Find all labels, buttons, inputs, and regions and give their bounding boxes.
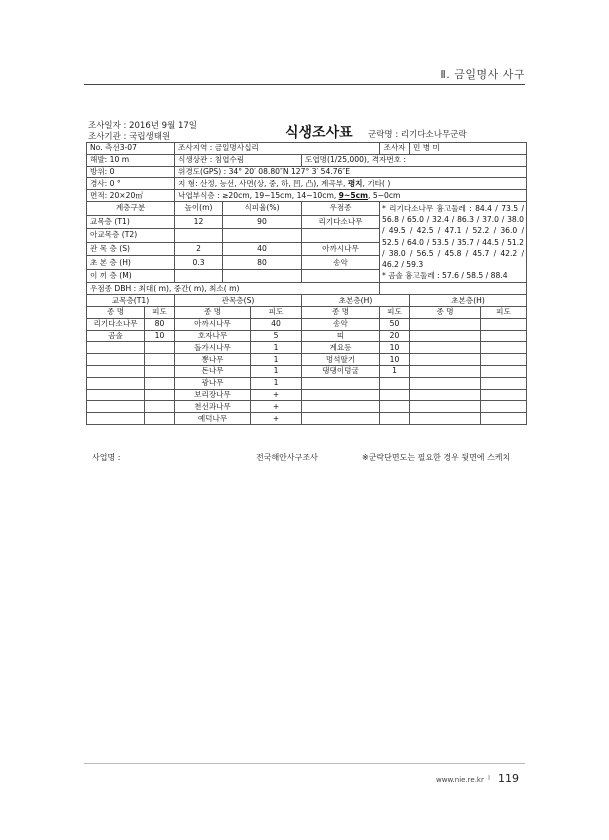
species-row: [87, 330, 527, 342]
species-cover: 40: [251, 318, 302, 330]
survey-number: No. 측선3-07: [87, 143, 175, 155]
species-row: [87, 413, 527, 425]
footer-rule: [84, 763, 525, 764]
species-name: [302, 401, 380, 413]
species-name: [302, 413, 380, 425]
layer-header: 계층구분: [87, 201, 175, 215]
species-cover: [145, 342, 175, 354]
litter-layer: 낙엽부식층 : ≥20cm, 19~15cm, 14~10cm, 9~5cm, 5~0cm: [175, 190, 527, 202]
species-name: [87, 401, 145, 413]
info-row-1: [87, 143, 527, 155]
species-name: [410, 413, 481, 425]
species-cover: 1: [251, 377, 302, 389]
cover-header: 식피율(%): [223, 201, 302, 215]
species-row: [87, 389, 527, 401]
species-cover: [145, 389, 175, 401]
layer-header-row: [87, 201, 527, 215]
species-cover: 5: [251, 330, 302, 342]
species-name: 예덕나무: [175, 413, 251, 425]
species-cover: [380, 389, 410, 401]
community-name: 군락명 : 리기다소나무군락: [368, 130, 467, 140]
terrain-selected: 평지: [347, 178, 363, 188]
species-cover: [481, 342, 527, 354]
species-name: [410, 354, 481, 366]
species-cover: 10: [380, 354, 410, 366]
species-row: [87, 342, 527, 354]
species-name: [87, 354, 145, 366]
survey-region: 조사지역 : 금일명사십리: [175, 143, 380, 155]
species-name: 뽕나무: [175, 354, 251, 366]
slope: 경사: 0 °: [87, 178, 175, 190]
species-cover: 20: [380, 330, 410, 342]
species-row: [87, 365, 527, 377]
species-col-header: 종 명 피도 종 명 피도 종 명 피도 종 명 피도: [87, 307, 527, 319]
survey-agency: 조사기관 : 국립생태원: [88, 132, 171, 142]
species-cover: 1: [251, 365, 302, 377]
species-name: [410, 330, 481, 342]
species-cover: [145, 401, 175, 413]
species-cover: [380, 377, 410, 389]
species-cover: [145, 413, 175, 425]
layer-row: 관 목 층 (S) 2 40 아까시나무: [87, 242, 527, 256]
height-header: 높이(m): [175, 201, 223, 215]
species-cover: 1: [251, 342, 302, 354]
species-name: 천선과나무: [175, 401, 251, 413]
page-separator: I: [488, 774, 491, 782]
species-cover: [481, 377, 527, 389]
layer-row: 이 끼 층 (M): [87, 269, 527, 283]
species-cover: 50: [380, 318, 410, 330]
species-name: [302, 377, 380, 389]
species-cover: +: [251, 413, 302, 425]
species-name: [410, 377, 481, 389]
species-name: 돌가시나무: [175, 342, 251, 354]
species-cover: 10: [145, 330, 175, 342]
species-cover: 10: [380, 342, 410, 354]
species-name: 멍석딸기: [302, 354, 380, 366]
species-cover: [481, 401, 527, 413]
species-row: [87, 401, 527, 413]
page-number: 119: [498, 772, 519, 785]
species-name: 리기다소나무: [87, 318, 145, 330]
species-name: 돈나무: [175, 365, 251, 377]
species-name: 아까시나무: [175, 318, 251, 330]
terrain: 지 형: 산정, 능선, 사면(상, 중, 하, 凹, 凸), 계곡부, 평지, 기타( ): [175, 178, 527, 190]
info-row-2: [87, 154, 527, 166]
species-cover: 1: [251, 354, 302, 366]
species-cover: [380, 401, 410, 413]
dbh-row: [87, 283, 527, 295]
survey-date: 조사일자 : 2016년 9월 17일: [88, 121, 198, 131]
layer-row: 아교목층 (T2): [87, 229, 527, 243]
info-row-3: [87, 166, 527, 178]
species-row: [87, 318, 527, 330]
dbh-notes: * 리기다소나무 흉고둘레 : 84.4 / 73.5 / 56.8 / 65.0 / 32.4 / 86.3 / 37.0 / 38.0 / 49.5 / 42.5 / 47.1 / 52.2 / 36.0 / 52.5 / 64.0 / 53.5 / 35.7 / 44.5 / 51.2 / 38.0 / 56.5 / 45.8 / 45.7 / 42.2 / 46.2 / 59.3 * 곰솔 흉고둘레 : 57.6 / 58.5 / 88.4: [380, 201, 527, 282]
dominant-dbh: 우점종 DBH : 최대( m), 중간( m), 최소( m): [87, 283, 380, 295]
map-sheet: 도엽명(1/25,000), 격자번호 :: [302, 154, 527, 166]
species-group-header: 교목층(T1) 관목층(S) 초본층(H) 초본층(H): [87, 295, 527, 307]
vegetation-survey-table: [86, 142, 527, 425]
vegetation-type: 식생상관 : 침엽수림: [175, 154, 302, 166]
species-cover: [481, 365, 527, 377]
project-name: 사업명 :: [92, 453, 121, 462]
species-name: 호자나무: [175, 330, 251, 342]
form-title: 식생조사표: [285, 125, 353, 141]
species-name: 송악: [302, 318, 380, 330]
layer-row: 교목층 (T1) 12 90 리기다소나무: [87, 215, 527, 229]
chapter-title: Ⅱ. 금일명사 사구: [440, 68, 525, 81]
species-cover: [481, 354, 527, 366]
species-name: 댕댕이덩굴: [302, 365, 380, 377]
gps-coordinates: 위경도(GPS) : 34° 20′ 08.80″N 127° 3′ 54.76″E: [175, 166, 527, 178]
species-cover: +: [251, 389, 302, 401]
species-cover: [145, 365, 175, 377]
species-cover: [145, 377, 175, 389]
species-row: [87, 354, 527, 366]
species-name: [410, 389, 481, 401]
species-cover: [481, 413, 527, 425]
species-name: [410, 365, 481, 377]
species-name: 광나무: [175, 377, 251, 389]
species-name: [410, 342, 481, 354]
species-name: [87, 377, 145, 389]
elevation: 해발: 10 m: [87, 154, 175, 166]
species-cover: +: [251, 401, 302, 413]
surveyor-name: 민 병 미: [410, 143, 527, 155]
species-list: [87, 318, 527, 424]
header-rule: [84, 84, 525, 85]
layer-row: 초 본 층 (H) 0.3 80 송악: [87, 256, 527, 270]
species-row: [87, 377, 527, 389]
aspect: 방위: 0: [87, 166, 175, 178]
species-name: 계요등: [302, 342, 380, 354]
species-cover: [145, 354, 175, 366]
species-cover: 80: [145, 318, 175, 330]
site-url: www.nie.re.kr: [436, 776, 484, 784]
litter-selected: 9~5cm: [338, 190, 369, 200]
dominant-header: 우점종: [302, 201, 380, 215]
species-cover: 1: [380, 365, 410, 377]
info-row-5: [87, 190, 527, 202]
info-row-4: [87, 178, 527, 190]
survey-name: 전국해안사구조사: [256, 453, 318, 462]
plot-area: 면적: 20×20㎡: [87, 190, 175, 202]
sketch-note: ※군락단면도는 필요한 경우 뒷면에 스케치: [362, 453, 511, 462]
species-cover: [481, 330, 527, 342]
species-name: [87, 389, 145, 401]
species-cover: [481, 318, 527, 330]
species-name: 보리장나무: [175, 389, 251, 401]
species-name: 띠: [302, 330, 380, 342]
surveyor-label: 조사자: [380, 143, 410, 155]
species-name: 곰솔: [87, 330, 145, 342]
species-name: [410, 318, 481, 330]
species-cover: [380, 413, 410, 425]
species-name: [87, 342, 145, 354]
dbh-notes-cont: [380, 283, 527, 295]
species-name: [87, 413, 145, 425]
species-cover: [481, 389, 527, 401]
species-name: [302, 389, 380, 401]
species-name: [87, 365, 145, 377]
species-name: [410, 401, 481, 413]
